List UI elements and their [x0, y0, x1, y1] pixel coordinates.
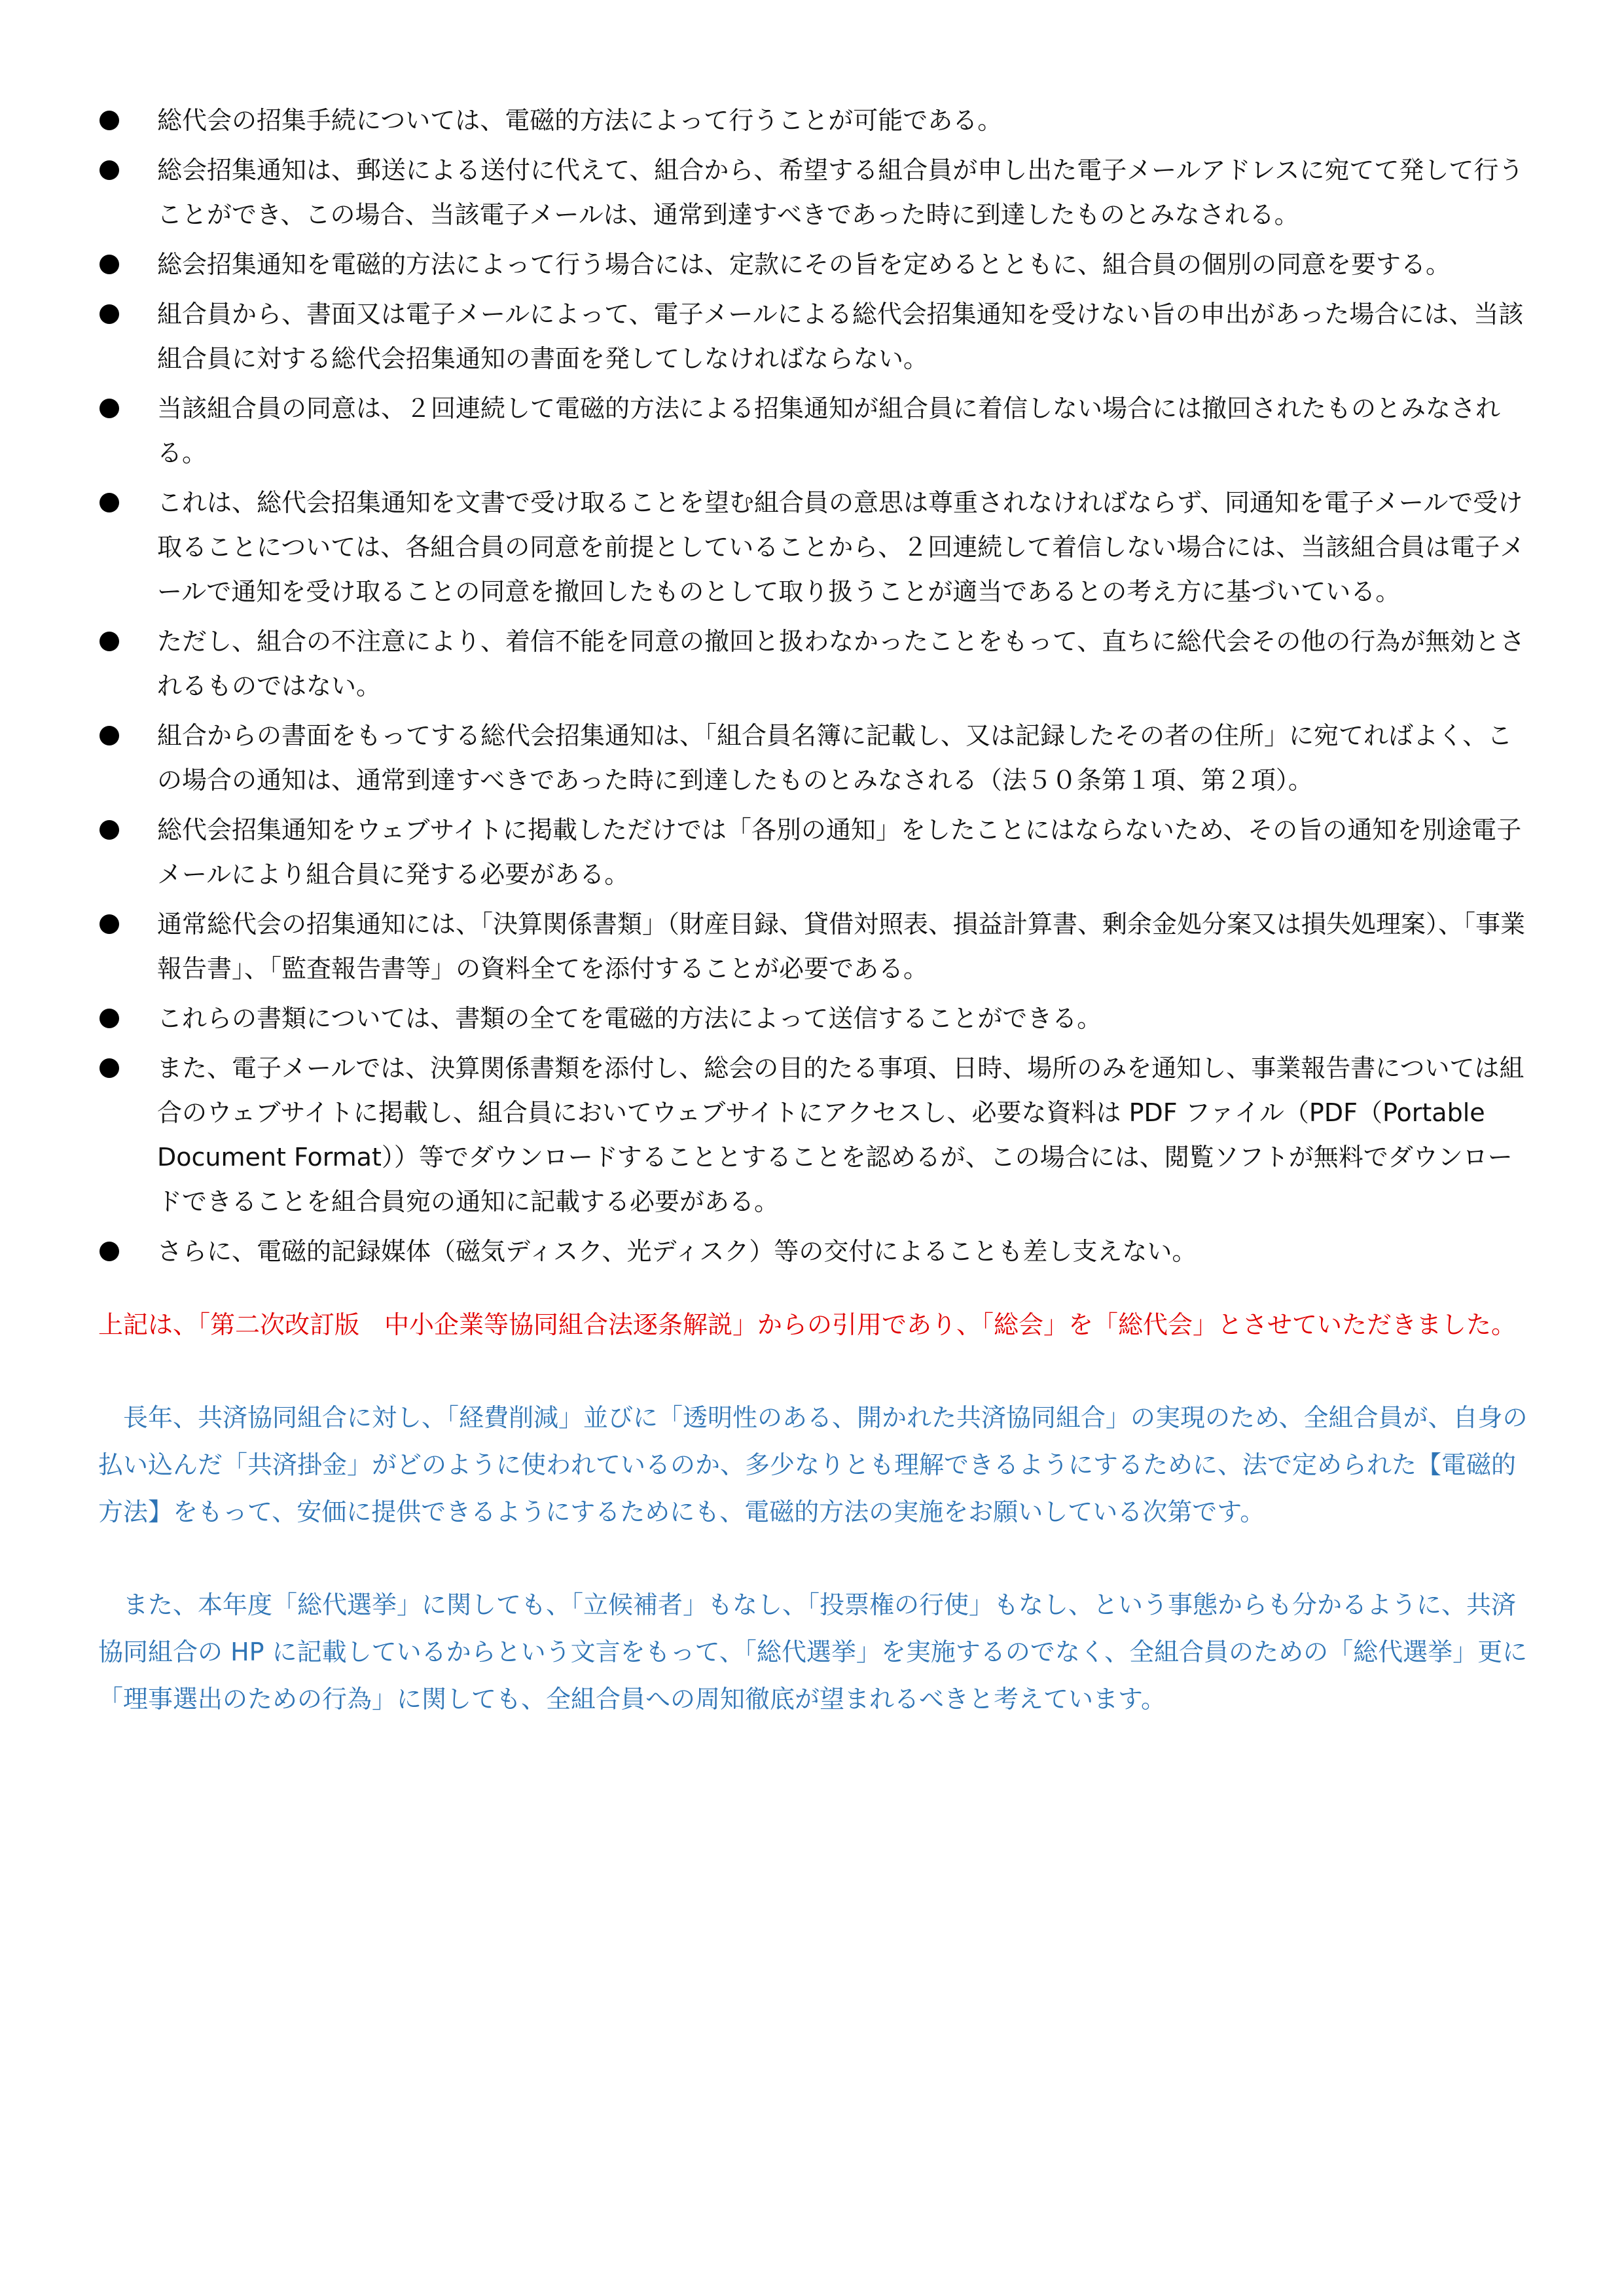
bullet-dot-icon: [99, 399, 119, 418]
bullet-item: [98, 386, 1532, 475]
document-page: [98, 98, 1532, 1748]
bullet-text: 当該組合員の同意は、２回連続して電磁的方法による招集通知が組合員に着信しない場合には撤回されたものとみなされる。: [157, 394, 1501, 467]
bullet-dot-icon: [99, 111, 119, 130]
bullet-text: 組合からの書面をもってする総代会招集通知は、「組合員名簿に記載し、又は記録したその者の住所」に宛てればよく、この場合の通知は、通常到達すべきであった時に到達したものとみなされる（法５０条第１項、第２項）。: [157, 721, 1513, 795]
bullet-dot-icon: [99, 493, 119, 512]
bullet-item: [98, 619, 1532, 708]
election-paragraph: また、本年度「総代選挙」に関しても、「立候補者」もなし、「投票権の行使」もなし、という事態からも分かるように、共済協同組合の HP に記載しているからという文言をもって、「総代選挙」を実施するのでなく、全組合員のための「総代選挙」更に「理事選出のための行為」に関しても、全組合員への周知徹底が望まれるべきと考えています。: [98, 1590, 1528, 1713]
bullet-text: 通常総代会の招集通知には、「決算関係書類」（財産目録、貸借対照表、損益計算書、剰余金処分案又は損失処理案）、「事業報告書」、「監査報告書等」の資料全てを添付することが必要である。: [157, 910, 1526, 983]
bullet-dot-icon: [99, 255, 119, 274]
bullet-text: 総会招集通知を電磁的方法によって行う場合には、定款にその旨を定めるとともに、組合員の個別の同意を要する。: [157, 250, 1451, 279]
bullet-item: [98, 996, 1532, 1041]
bullet-item: [98, 808, 1532, 897]
bullet-item: [98, 242, 1532, 287]
citation-note: 上記は、「第二次改訂版 中小企業等協同組合法逐条解説」からの引用であり、「総会」を「総代会」とさせていただきました。: [98, 1310, 1517, 1339]
bullet-item: [98, 98, 1532, 143]
bullet-list: [98, 98, 1532, 1274]
request-paragraph: 長年、共済協同組合に対し、「経費削減」並びに「透明性のある、開かれた共済協同組合」の実現のため、全組合員が、自身の払い込んだ「共済掛金」がどのように使われているのか、多少なりとも理解できるようにするために、法で定められた【電磁的方法】をもって、安価に提供できるようにするためにも、電磁的方法の実施をお願いしている次第です。: [98, 1403, 1528, 1526]
bullet-item: [98, 480, 1532, 614]
bullet-text: また、電子メールでは、決算関係書類を添付し、総会の目的たる事項、日時、場所のみを通知し、事業報告書については組合のウェブサイトに掲載し、組合員においてウェブサイトにアクセスし、必要な資料は PDF ファイル（PDF（Portable Document Format））等でダウンロードすることとすることを認めるが、この場合には、閲覧ソフトが無料でダウンロードできることを組合員宛の通知に記載する必要がある。: [157, 1054, 1525, 1216]
bullet-text: 総会招集通知は、郵送による送付に代えて、組合から、希望する組合員が申し出た電子メールアドレスに宛てて発して行うことができ、この場合、当該電子メールは、通常到達すべきであった時に到達したものとみなされる。: [157, 156, 1524, 229]
bullet-text: これは、総代会招集通知を文書で受け取ることを望む組合員の意思は尊重されなければならず、同通知を電子メールで受け取ることについては、各組合員の同意を前提としていることから、２回連続して着信しない場合には、当該組合員は電子メールで通知を受け取ることの同意を撤回したものとして取り扱うことが適当であるとの考え方に基づいている。: [157, 488, 1525, 606]
bullet-dot-icon: [99, 1058, 119, 1078]
bullet-text: 総代会の招集手続については、電磁的方法によって行うことが可能である。: [157, 106, 1003, 135]
bullet-dot-icon: [99, 726, 119, 745]
bullet-dot-icon: [99, 1242, 119, 1261]
bullet-dot-icon: [99, 820, 119, 840]
bullet-item: [98, 1229, 1532, 1274]
bullet-text: さらに、電磁的記録媒体（磁気ディスク、光ディスク）等の交付によることも差し支えない。: [157, 1237, 1197, 1266]
bullet-item: [98, 1046, 1532, 1224]
bullet-dot-icon: [99, 632, 119, 651]
bullet-item: [98, 148, 1532, 237]
bullet-dot-icon: [99, 304, 119, 324]
bullet-text: 組合員から、書面又は電子メールによって、電子メールによる総代会招集通知を受けない旨の申出があった場合には、当該組合員に対する総代会招集通知の書面を発してしなければならない。: [157, 300, 1524, 373]
bullet-dot-icon: [99, 160, 119, 180]
bullet-text: 総代会招集通知をウェブサイトに掲載しただけでは「各別の通知」をしたことにはならないため、その旨の通知を別途電子メールにより組合員に発する必要がある。: [157, 816, 1522, 889]
bullet-item: [98, 713, 1532, 802]
bullet-dot-icon: [99, 1009, 119, 1028]
bullet-text: これらの書類については、書類の全てを電磁的方法によって送信することができる。: [157, 1004, 1102, 1033]
bullet-item: [98, 292, 1532, 381]
bullet-text: ただし、組合の不注意により、着信不能を同意の撤回と扱わなかったことをもって、直ちに総代会その他の行為が無効とされるものではない。: [157, 627, 1525, 700]
bullet-item: [98, 902, 1532, 991]
bullet-dot-icon: [99, 914, 119, 934]
